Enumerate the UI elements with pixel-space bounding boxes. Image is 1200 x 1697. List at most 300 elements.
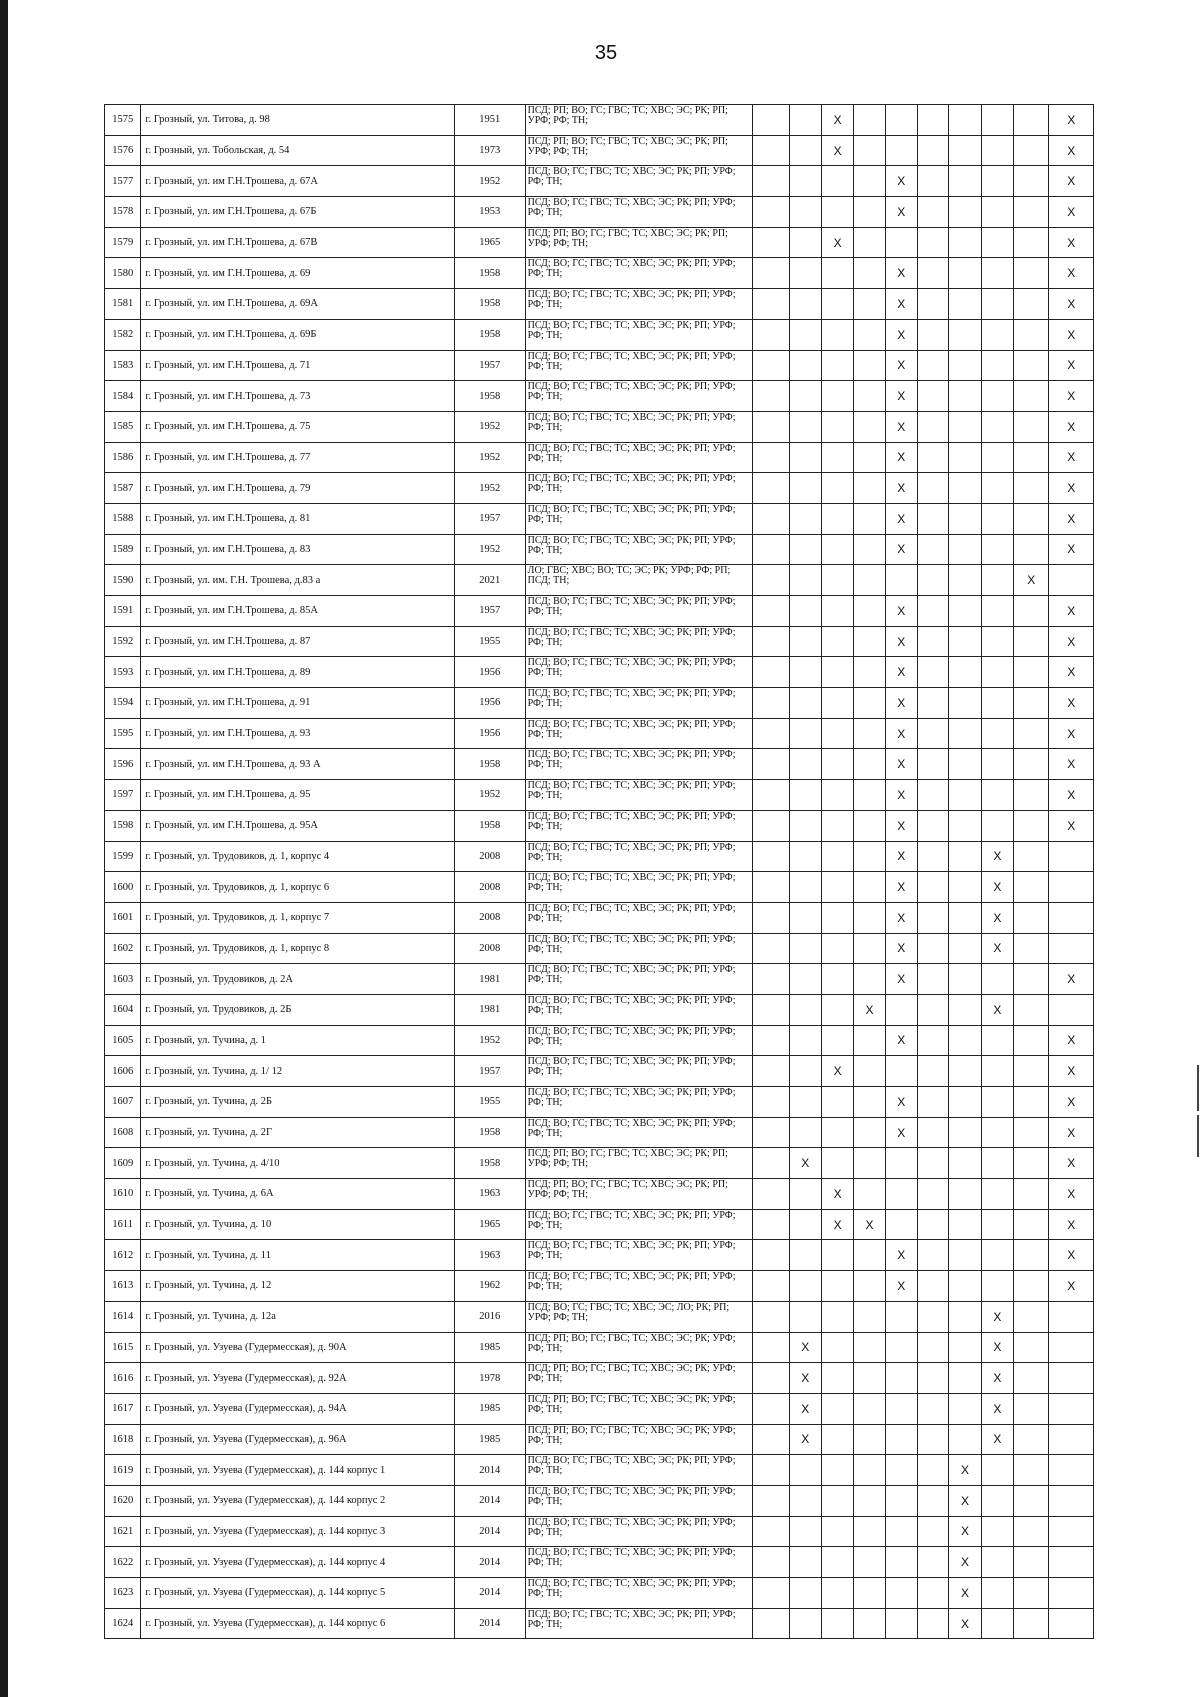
mark-cell [917,1363,948,1394]
mark-cell [789,565,821,596]
table-row [105,749,1094,780]
mark-cell: X [981,841,1013,872]
year-cell: 1962 [454,1271,525,1302]
row-number: 1597 [105,780,141,811]
mark-cell [1049,1393,1094,1424]
mark-cell [1049,565,1094,596]
mark-cell [753,1393,789,1424]
mark-cell [854,1424,885,1455]
mark-cell [753,473,789,504]
table-row [105,1608,1094,1639]
address-cell: г. Грозный, ул. Титова, д. 98 [141,105,454,136]
mark-cell [917,227,948,258]
mark-cell [821,596,853,627]
mark-cell [917,534,948,565]
mark-cell [917,749,948,780]
mark-cell: X [821,105,853,136]
mark-cell [917,197,948,228]
mark-cell [854,473,885,504]
address-cell: г. Грозный, ул. им Г.Н.Трошева, д. 81 [141,503,454,534]
scan-mark [1197,1115,1199,1157]
mark-cell: X [981,994,1013,1025]
mark-cell [753,319,789,350]
mark-cell [917,1240,948,1271]
year-cell: 1952 [454,166,525,197]
mark-cell: X [885,626,917,657]
mark-cell [821,1608,853,1639]
mark-cell [1049,1424,1094,1455]
row-number: 1619 [105,1455,141,1486]
services-cell: ПСД; РП; ВО; ГС; ГВС; ТС; ХВС; ЭС; РК; РП; УРФ; РФ; ТН; [525,227,753,258]
address-cell: г. Грозный, ул. Тучина, д. 1 [141,1025,454,1056]
row-number: 1590 [105,565,141,596]
table-row [105,872,1094,903]
mark-cell [821,258,853,289]
mark-cell: X [1049,718,1094,749]
mark-cell [753,442,789,473]
mark-cell: X [1049,503,1094,534]
mark-cell [753,1148,789,1179]
scan-edge [0,0,8,1697]
mark-cell: X [1049,442,1094,473]
mark-cell: X [821,135,853,166]
mark-cell [821,1455,853,1486]
mark-cell: X [1049,626,1094,657]
mark-cell [753,780,789,811]
mark-cell: X [1049,1240,1094,1271]
mark-cell: X [1049,105,1094,136]
mark-cell: X [821,1179,853,1210]
row-number: 1598 [105,810,141,841]
mark-cell [885,227,917,258]
row-number: 1584 [105,381,141,412]
row-number: 1609 [105,1148,141,1179]
year-cell: 1952 [454,442,525,473]
mark-cell [981,1455,1013,1486]
mark-cell [821,1516,853,1547]
mark-cell: X [821,1056,853,1087]
mark-cell [1014,227,1049,258]
mark-cell: X [1049,1056,1094,1087]
mark-cell [789,227,821,258]
row-number: 1607 [105,1087,141,1118]
mark-cell: X [885,197,917,228]
mark-cell [854,780,885,811]
table-row [105,227,1094,258]
mark-cell [753,994,789,1025]
mark-cell [753,1240,789,1271]
row-number: 1575 [105,105,141,136]
table-row [105,258,1094,289]
mark-cell [981,1608,1013,1639]
mark-cell [981,1209,1013,1240]
mark-cell [949,289,981,320]
mark-cell [949,1117,981,1148]
table-row [105,319,1094,350]
row-number: 1618 [105,1424,141,1455]
mark-cell [753,626,789,657]
mark-cell [854,442,885,473]
mark-cell: X [981,902,1013,933]
table-row [105,1056,1094,1087]
mark-cell [917,1547,948,1578]
year-cell: 2008 [454,841,525,872]
mark-cell [885,1608,917,1639]
services-cell: ПСД; ВО; ГС; ГВС; ТС; ХВС; ЭС; РК; РП; УРФ; РФ; ТН; [525,841,753,872]
mark-cell [821,749,853,780]
services-cell: ПСД; РП; ВО; ГС; ГВС; ТС; ХВС; ЭС; РК; РП; УРФ; РФ; ТН; [525,1179,753,1210]
mark-cell [917,411,948,442]
mark-cell [981,810,1013,841]
mark-cell [981,1179,1013,1210]
mark-cell [1014,841,1049,872]
mark-cell: X [949,1578,981,1609]
mark-cell [1014,1087,1049,1118]
row-number: 1623 [105,1578,141,1609]
mark-cell [821,289,853,320]
mark-cell [1014,289,1049,320]
table-row [105,1547,1094,1578]
mark-cell [917,442,948,473]
row-number: 1600 [105,872,141,903]
mark-cell: X [885,657,917,688]
mark-cell: X [821,227,853,258]
mark-cell [917,1578,948,1609]
services-cell: ЛО; ГВС; ХВС; ВО; ТС; ЭС; РК; УРФ; РФ; РП; ПСД; ТН; [525,565,753,596]
mark-cell [917,1025,948,1056]
table-body [105,105,1094,1639]
mark-cell [949,933,981,964]
year-cell: 1956 [454,657,525,688]
mark-cell [949,994,981,1025]
mark-cell [949,657,981,688]
address-cell: г. Грозный, ул. им Г.Н.Трошева, д. 77 [141,442,454,473]
services-cell: ПСД; ВО; ГС; ГВС; ТС; ХВС; ЭС; РК; РП; УРФ; РФ; ТН; [525,381,753,412]
address-cell: г. Грозный, ул. Узуева (Гудермесская), д. 144 корпус 4 [141,1547,454,1578]
year-cell: 2008 [454,902,525,933]
mark-cell [949,411,981,442]
mark-cell [1014,1301,1049,1332]
mark-cell [789,350,821,381]
mark-cell [917,688,948,719]
mark-cell [753,1547,789,1578]
mark-cell: X [885,166,917,197]
address-cell: г. Грозный, ул. им Г.Н.Трошева, д. 67В [141,227,454,258]
mark-cell [1049,1301,1094,1332]
mark-cell [981,319,1013,350]
table-row [105,1148,1094,1179]
mark-cell [981,657,1013,688]
table-row [105,1424,1094,1455]
mark-cell [789,688,821,719]
mark-cell [789,135,821,166]
mark-cell [917,350,948,381]
mark-cell [753,749,789,780]
mark-cell: X [885,1087,917,1118]
mark-cell [753,1025,789,1056]
mark-cell: X [1049,227,1094,258]
mark-cell [854,933,885,964]
mark-cell: X [1049,1117,1094,1148]
mark-cell [789,1209,821,1240]
address-cell: г. Грозный, ул. Тучина, д. 6А [141,1179,454,1210]
table-row [105,1363,1094,1394]
address-cell: г. Грозный, ул. Трудовиков, д. 2Б [141,994,454,1025]
services-cell: ПСД; ВО; ГС; ГВС; ТС; ХВС; ЭС; РК; РП; УРФ; РФ; ТН; [525,688,753,719]
mark-cell [1014,780,1049,811]
mark-cell [1014,105,1049,136]
mark-cell [885,1363,917,1394]
table-row [105,1240,1094,1271]
row-number: 1592 [105,626,141,657]
mark-cell [789,1547,821,1578]
address-cell: г. Грозный, ул. им Г.Н.Трошева, д. 93 А [141,749,454,780]
year-cell: 1985 [454,1424,525,1455]
mark-cell [821,902,853,933]
mark-cell: X [1049,350,1094,381]
mark-cell [949,688,981,719]
year-cell: 1978 [454,1363,525,1394]
year-cell: 1958 [454,1148,525,1179]
services-cell: ПСД; ВО; ГС; ГВС; ТС; ХВС; ЭС; РК; РП; УРФ; РФ; ТН; [525,780,753,811]
table-row [105,1578,1094,1609]
mark-cell [981,565,1013,596]
mark-cell [981,688,1013,719]
mark-cell [821,1578,853,1609]
mark-cell [854,1363,885,1394]
mark-cell [821,1547,853,1578]
mark-cell [789,1240,821,1271]
mark-cell [949,1025,981,1056]
mark-cell [821,933,853,964]
mark-cell [789,1271,821,1302]
mark-cell [917,258,948,289]
table-row [105,534,1094,565]
mark-cell [753,1578,789,1609]
services-cell: ПСД; ВО; ГС; ГВС; ТС; ХВС; ЭС; РК; РП; УРФ; РФ; ТН; [525,1547,753,1578]
mark-cell [885,1209,917,1240]
mark-cell [981,503,1013,534]
services-cell: ПСД; ВО; ГС; ГВС; ТС; ХВС; ЭС; РК; РП; УРФ; РФ; ТН; [525,319,753,350]
services-cell: ПСД; ВО; ГС; ГВС; ТС; ХВС; ЭС; РК; РП; УРФ; РФ; ТН; [525,473,753,504]
mark-cell [949,473,981,504]
mark-cell: X [885,1117,917,1148]
mark-cell [753,289,789,320]
mark-cell [1014,1209,1049,1240]
mark-cell: X [1049,688,1094,719]
mark-cell [949,841,981,872]
services-cell: ПСД; ВО; ГС; ГВС; ТС; ХВС; ЭС; РК; РП; УРФ; РФ; ТН; [525,442,753,473]
mark-cell [949,810,981,841]
mark-cell [949,1363,981,1394]
address-cell: г. Грозный, ул. им Г.Н.Трошева, д. 69А [141,289,454,320]
year-cell: 2016 [454,1301,525,1332]
address-cell: г. Грозный, ул. им Г.Н.Трошева, д. 89 [141,657,454,688]
mark-cell [789,902,821,933]
mark-cell: X [789,1424,821,1455]
services-cell: ПСД; ВО; ГС; ГВС; ТС; ХВС; ЭС; РК; РП; УРФ; РФ; ТН; [525,258,753,289]
address-cell: г. Грозный, ул. им Г.Н.Трошева, д. 73 [141,381,454,412]
row-number: 1602 [105,933,141,964]
mark-cell [917,1087,948,1118]
mark-cell [949,1424,981,1455]
table-row [105,1117,1094,1148]
mark-cell [949,565,981,596]
address-cell: г. Грозный, ул. Трудовиков, д. 1, корпус 7 [141,902,454,933]
mark-cell [917,1332,948,1363]
table-row [105,411,1094,442]
mark-cell [753,841,789,872]
mark-cell [981,534,1013,565]
mark-cell: X [885,1240,917,1271]
mark-cell [1049,1547,1094,1578]
mark-cell: X [1049,749,1094,780]
mark-cell [1014,596,1049,627]
mark-cell [1014,1424,1049,1455]
mark-cell: X [981,1301,1013,1332]
services-cell: ПСД; ВО; ГС; ГВС; ТС; ХВС; ЭС; РК; РП; УРФ; РФ; ТН; [525,1087,753,1118]
address-cell: г. Грозный, ул. им Г.Н.Трошева, д. 95 [141,780,454,811]
mark-cell [753,197,789,228]
mark-cell [917,902,948,933]
mark-cell [1014,1179,1049,1210]
mark-cell: X [885,258,917,289]
mark-cell: X [789,1148,821,1179]
mark-cell: X [1049,810,1094,841]
mark-cell: X [1049,319,1094,350]
address-cell: г. Грозный, ул. им Г.Н.Трошева, д. 67Б [141,197,454,228]
mark-cell [1049,1578,1094,1609]
mark-cell: X [885,596,917,627]
year-cell: 1965 [454,227,525,258]
mark-cell [885,1393,917,1424]
mark-cell [981,135,1013,166]
row-number: 1599 [105,841,141,872]
mark-cell [981,1148,1013,1179]
mark-cell: X [1049,1209,1094,1240]
row-number: 1593 [105,657,141,688]
mark-cell: X [885,841,917,872]
mark-cell [885,1485,917,1516]
table-row [105,964,1094,995]
mark-cell [821,718,853,749]
row-number: 1606 [105,1056,141,1087]
mark-cell [981,626,1013,657]
row-number: 1589 [105,534,141,565]
mark-cell [981,964,1013,995]
mark-cell [1014,1271,1049,1302]
mark-cell [949,718,981,749]
mark-cell [753,902,789,933]
mark-cell [821,473,853,504]
mark-cell [1014,749,1049,780]
mark-cell: X [949,1608,981,1639]
mark-cell [1014,626,1049,657]
year-cell: 1963 [454,1240,525,1271]
mark-cell [1049,872,1094,903]
address-cell: г. Грозный, ул. Узуева (Гудермесская), д. 144 корпус 3 [141,1516,454,1547]
address-cell: г. Грозный, ул. им Г.Н.Трошева, д. 83 [141,534,454,565]
mark-cell [1014,442,1049,473]
year-cell: 1981 [454,964,525,995]
mark-cell [1049,902,1094,933]
services-cell: ПСД; ВО; ГС; ГВС; ТС; ХВС; ЭС; РК; РП; УРФ; РФ; ТН; [525,197,753,228]
mark-cell [854,626,885,657]
mark-cell [949,964,981,995]
mark-cell [789,718,821,749]
table-row [105,105,1094,136]
mark-cell [885,565,917,596]
mark-cell [917,810,948,841]
mark-cell [854,964,885,995]
mark-cell [917,319,948,350]
year-cell: 1957 [454,503,525,534]
mark-cell [949,1056,981,1087]
mark-cell [789,381,821,412]
services-cell: ПСД; ВО; ГС; ГВС; ТС; ХВС; ЭС; РК; РП; УРФ; РФ; ТН; [525,718,753,749]
mark-cell [854,258,885,289]
mark-cell: X [1049,166,1094,197]
services-cell: ПСД; ВО; ГС; ГВС; ТС; ХВС; ЭС; РК; РП; УРФ; РФ; ТН; [525,1117,753,1148]
mark-cell: X [1049,657,1094,688]
mark-cell [1014,933,1049,964]
mark-cell [885,1547,917,1578]
mark-cell [1014,1363,1049,1394]
mark-cell [753,135,789,166]
year-cell: 2014 [454,1608,525,1639]
row-number: 1615 [105,1332,141,1363]
mark-cell [789,1025,821,1056]
mark-cell [854,1608,885,1639]
mark-cell [753,503,789,534]
mark-cell [981,1485,1013,1516]
row-number: 1622 [105,1547,141,1578]
mark-cell [753,810,789,841]
mark-cell [1014,1393,1049,1424]
mark-cell [917,565,948,596]
mark-cell [885,1424,917,1455]
mark-cell [949,626,981,657]
mark-cell [854,1301,885,1332]
mark-cell [885,1179,917,1210]
services-cell: ПСД; РП; ВО; ГС; ГВС; ТС; ХВС; ЭС; РК; УРФ; РФ; ТН; [525,1332,753,1363]
mark-cell [789,289,821,320]
table-row [105,1271,1094,1302]
year-cell: 1985 [454,1393,525,1424]
table-row [105,350,1094,381]
mark-cell [981,227,1013,258]
mark-cell [854,534,885,565]
mark-cell [789,596,821,627]
services-cell: ПСД; ВО; ГС; ГВС; ТС; ХВС; ЭС; ЛО; РК; РП; УРФ; РФ; ТН; [525,1301,753,1332]
mark-cell [854,1332,885,1363]
mark-cell: X [789,1393,821,1424]
mark-cell [1014,1025,1049,1056]
mark-cell [1014,1332,1049,1363]
mark-cell [1014,1056,1049,1087]
mark-cell [821,1301,853,1332]
mark-cell [854,718,885,749]
mark-cell [789,933,821,964]
address-cell: г. Грозный, ул. Узуева (Гудермесская), д. 144 корпус 5 [141,1578,454,1609]
mark-cell [854,902,885,933]
mark-cell [854,227,885,258]
services-cell: ПСД; ВО; ГС; ГВС; ТС; ХВС; ЭС; РК; РП; УРФ; РФ; ТН; [525,350,753,381]
mark-cell [981,197,1013,228]
mark-cell [854,688,885,719]
year-cell: 1952 [454,534,525,565]
mark-cell [789,1578,821,1609]
